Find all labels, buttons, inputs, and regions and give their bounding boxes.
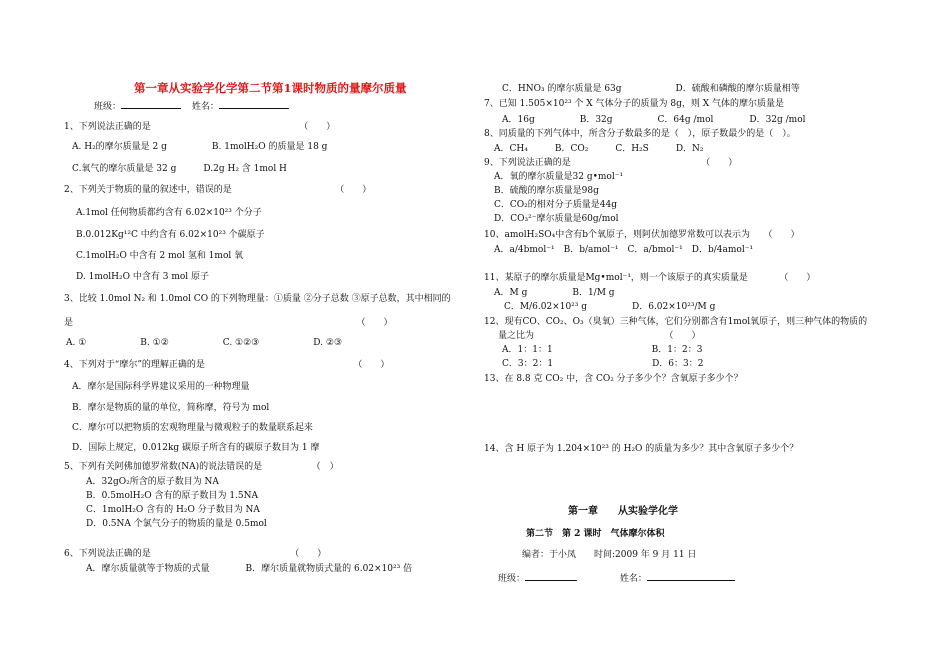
chapter-heading: 第一章 从实验学化学 xyxy=(568,506,678,517)
name-blank xyxy=(219,99,289,109)
question-line: D. 1molH₂O 中含有 3 mol 原子 xyxy=(76,272,210,282)
question-line: A．摩尔质量就等于物质的式量 B．摩尔质量就物质式量的 6.02×10²³ 倍 xyxy=(86,564,413,574)
question-line: A．16g B．32g C．64g /mol D．32g /mol xyxy=(502,115,806,125)
question-line: C．3：2：1 D．6：3：2 xyxy=(502,359,704,369)
question-line: 6、下列说法正确的是 （ ） xyxy=(64,549,327,559)
question-line: A．M g B．1/M g xyxy=(494,288,615,298)
question-line: D．0.5NA 个氯气分子的物质的量是 0.5mol xyxy=(86,519,267,529)
question-line: D．CO₃²⁻摩尔质量是60g/mol xyxy=(494,214,619,224)
question-line: A. ① B. ①② C. ①②③ D. ②③ xyxy=(66,338,343,348)
question-line: A．32gO₂所含的原子数目为 NA xyxy=(86,477,219,487)
question-line: 14、含 H 原子为 1.204×10²³ 的 H₂O 的质量为多少？其中含氧原子多少个？ xyxy=(484,444,799,454)
question-line: C．M/6.02×10²³ g D．6.02×10²³/M g xyxy=(504,302,716,312)
worksheet-title: 第一章从实验学化学第二节第1课时物质的量摩尔质量 xyxy=(134,81,407,95)
class-blank xyxy=(525,571,577,581)
section-heading: 第二节 第 2 课时 气体摩尔体积 xyxy=(526,529,665,539)
question-line: 8、同质量的下列气体中，所含分子数最多的是（ ），原子数最少的是（ ）。 xyxy=(484,129,796,139)
right-column xyxy=(484,0,904,671)
question-line: 10、amolH₂SO₄中含有b个氧原子，则阿伏加德罗常数可以表示为 （ ） xyxy=(484,230,800,240)
author-line: 编者：于小凤 时间:2009 年 9 月 11 日 xyxy=(522,550,697,560)
left-column xyxy=(64,0,474,671)
question-line: 1、下列说法正确的是 （ ） xyxy=(64,122,336,132)
question-line: A．1：1：1 B．1：2：3 xyxy=(502,345,703,355)
question-line: B.0.012Kg¹²C 中约含有 6.02×10²³ 个碳原子 xyxy=(76,230,265,240)
question-line: C．CO₂的相对分子质量是44g xyxy=(494,200,617,210)
question-line: 12、现有CO、CO₂、O₃（臭氧）三种气体，它们分别都含有1mol氧原子，则三种气体的物质的 xyxy=(484,317,868,327)
question-line: A.1mol 任何物质都约含有 6.02×10²³ 个分子 xyxy=(76,208,262,218)
question-line: D．国际上规定，0.012kg 碳原子所含有的碳原子数目为 1 摩 xyxy=(72,443,320,453)
question-line: 4、下列对于“摩尔”的理解正确的是 （ ） xyxy=(64,360,390,370)
question-line: C．1molH₂O 含有的 H₂O 分子数目为 NA xyxy=(86,505,260,515)
question-line: A．a/4bmol⁻¹ B．b/amol⁻¹ C．a/bmol⁻¹ D．b/4amol⁻¹ xyxy=(494,245,754,255)
question-line: C.1molH₂O 中含有 2 mol 氢和 1mol 氧 xyxy=(76,251,244,261)
question-line: 是 （ ） xyxy=(64,318,393,328)
class-label: 班级： xyxy=(498,574,526,584)
name-label: 姓名： xyxy=(191,102,219,112)
class-name-line xyxy=(94,99,289,113)
question-line: B．0.5molH₂O 含有的原子数目为 1.5NA xyxy=(86,491,259,501)
question-line: 2、下列关于物质的量的叙述中，错误的是 （ ） xyxy=(64,185,372,195)
question-line: 5、下列有关阿佛加德罗常数(NA)的说法错误的是 （ ） xyxy=(64,462,339,472)
name-label: 姓名： xyxy=(619,574,647,584)
question-line: A. H₂的摩尔质量是 2 g B. 1molH₂O 的质量是 18 g xyxy=(72,142,328,152)
question-line: 13、在 8.8 克 CO₂ 中，含 CO₂ 分子多少个？含氧原子多少个？ xyxy=(484,374,743,384)
question-line: A．摩尔是国际科学界建议采用的一种物理量 xyxy=(72,382,250,392)
question-line: B．摩尔是物质的量的单位，简称摩，符号为 mol xyxy=(72,403,270,413)
question-line: 3、比较 1.0mol N₂ 和 1.0mol CO 的下列物理量：①质量 ②分子总数 ③原子总数，其中相同的 xyxy=(64,294,451,304)
question-line: A．氧的摩尔质量是32 g•mol⁻¹ xyxy=(494,172,624,182)
question-line: A．CH₄ B．CO₂ C．H₂S D．N₂ xyxy=(494,144,704,154)
question-line: C．摩尔可以把物质的宏观物理量与微观粒子的数量联系起来 xyxy=(72,423,313,433)
class-blank xyxy=(121,99,181,109)
question-line: 量之比为 （ ） xyxy=(498,331,701,341)
question-line: 11、某原子的摩尔质量是Mg•mol⁻¹，则一个该原子的真实质量是 （ ） xyxy=(484,273,816,283)
question-line: B．硫酸的摩尔质量是98g xyxy=(494,186,599,196)
question-line: C．HNO₃ 的摩尔质量是 63g D．硫酸和磷酸的摩尔质量相等 xyxy=(502,84,800,94)
question-line: 9、下列说法正确的是 （ ） xyxy=(484,158,738,168)
class-label: 班级： xyxy=(94,102,122,112)
question-line: C.氧气的摩尔质量是 32 g D.2g H₂ 含 1mol H xyxy=(72,164,287,174)
class-name-line xyxy=(498,571,735,585)
question-line: 7、已知 1.505×10²³ 个 X 气体分子的质量为 8g，则 X 气体的摩尔质量是 xyxy=(484,99,785,109)
name-blank xyxy=(647,571,735,581)
